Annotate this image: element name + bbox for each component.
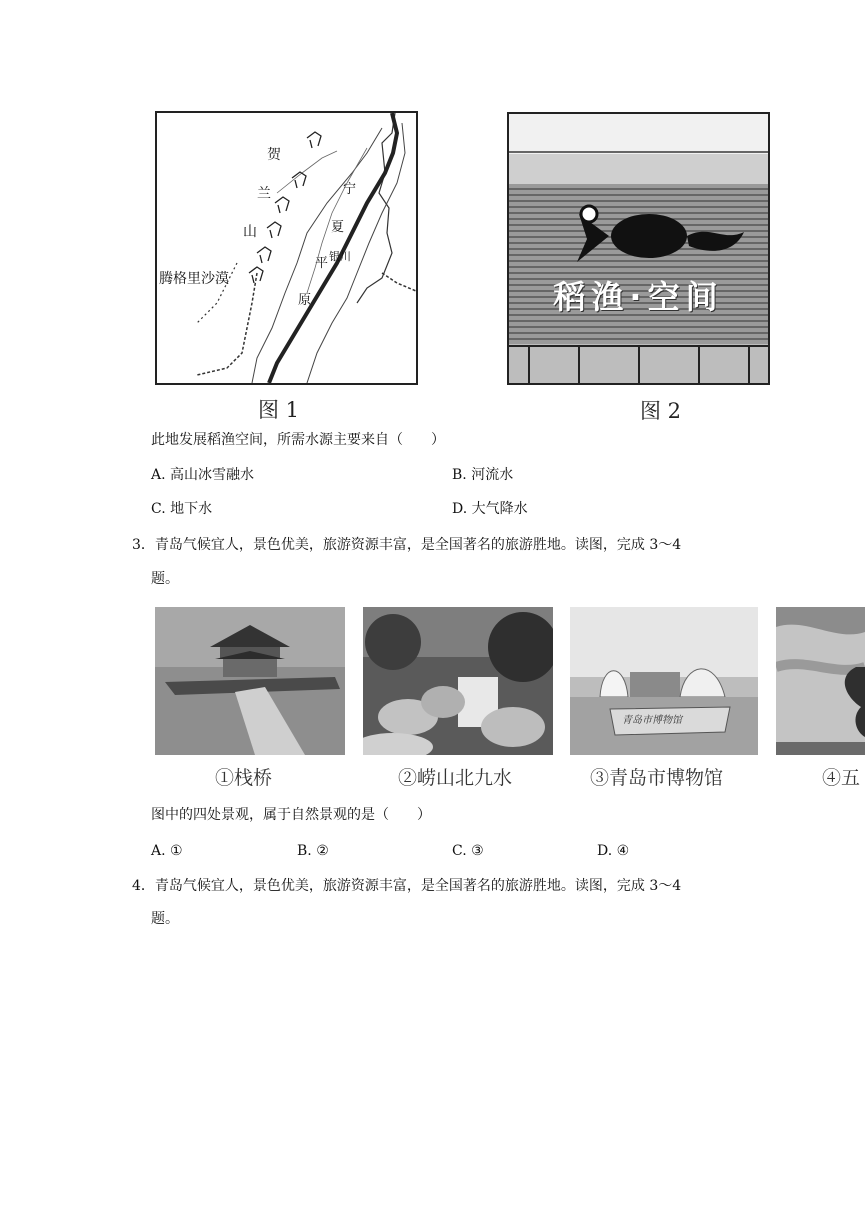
q4-text-line1: 4．青岛气候宜人，景色优美，旅游资源丰富，是全国著名的旅游胜地。读图，完成 3～4	[132, 878, 682, 894]
map-label-lan: 兰	[257, 186, 271, 202]
photo-pier-caption: ①栈桥	[215, 767, 273, 789]
photo-may-fourth-caption: ④五	[822, 767, 861, 789]
map-drawing	[157, 113, 416, 383]
q3-option-d[interactable]: D. ④	[597, 843, 630, 859]
q3-stem: 图中的四处景观，属于自然景观的是（ ）	[151, 807, 431, 823]
field-art-text: 稻渔·空间	[553, 278, 724, 316]
photo-waterfall	[363, 607, 553, 755]
q-prev-option-c[interactable]: C. 地下水	[151, 501, 213, 517]
museum-sign: 青岛市博物馆	[622, 715, 682, 726]
q3-option-b[interactable]: B. ②	[297, 843, 329, 859]
photo-pier	[155, 607, 345, 755]
q-prev-option-a[interactable]: A. 高山冰雪融水	[151, 467, 255, 483]
q3-text-line1: 3．青岛气候宜人，景色优美，旅游资源丰富，是全国著名的旅游胜地。读图，完成 3～4	[132, 537, 682, 553]
photo-may-fourth-square	[776, 607, 865, 755]
figure-1-caption: 图 1	[258, 398, 300, 422]
map-label-yuan: 原	[298, 293, 312, 308]
map-label-desert: 腾格里沙漠	[159, 271, 229, 287]
q3-option-c[interactable]: C. ③	[452, 843, 484, 859]
map-label-xia: 夏	[331, 220, 345, 235]
q-prev-stem: 此地发展稻渔空间，所需水源主要来自（ ）	[151, 432, 445, 448]
map-label-shan: 山	[243, 224, 257, 240]
map-label-ning: 宁	[343, 182, 357, 197]
photo-museum-caption: ③青岛市博物馆	[590, 767, 724, 789]
map-label-yinchuan: 银川	[329, 250, 351, 263]
q3-text-line2: 题。	[151, 571, 179, 587]
q3-option-a[interactable]: A. ①	[151, 843, 183, 859]
figure-2-caption: 图 2	[640, 399, 682, 423]
rice-field-illustration	[509, 114, 768, 383]
photo-museum	[570, 607, 758, 755]
map-label-ping: 平	[315, 256, 329, 271]
q-prev-option-d[interactable]: D. 大气降水	[452, 501, 528, 517]
map-label-he: 贺	[267, 147, 281, 163]
figure-1-map	[155, 111, 418, 385]
figure-2-photo	[507, 112, 770, 385]
q4-text-line2: 题。	[151, 911, 179, 927]
q-prev-option-b[interactable]: B. 河流水	[452, 467, 514, 483]
photo-waterfall-caption: ②崂山北九水	[398, 767, 513, 789]
